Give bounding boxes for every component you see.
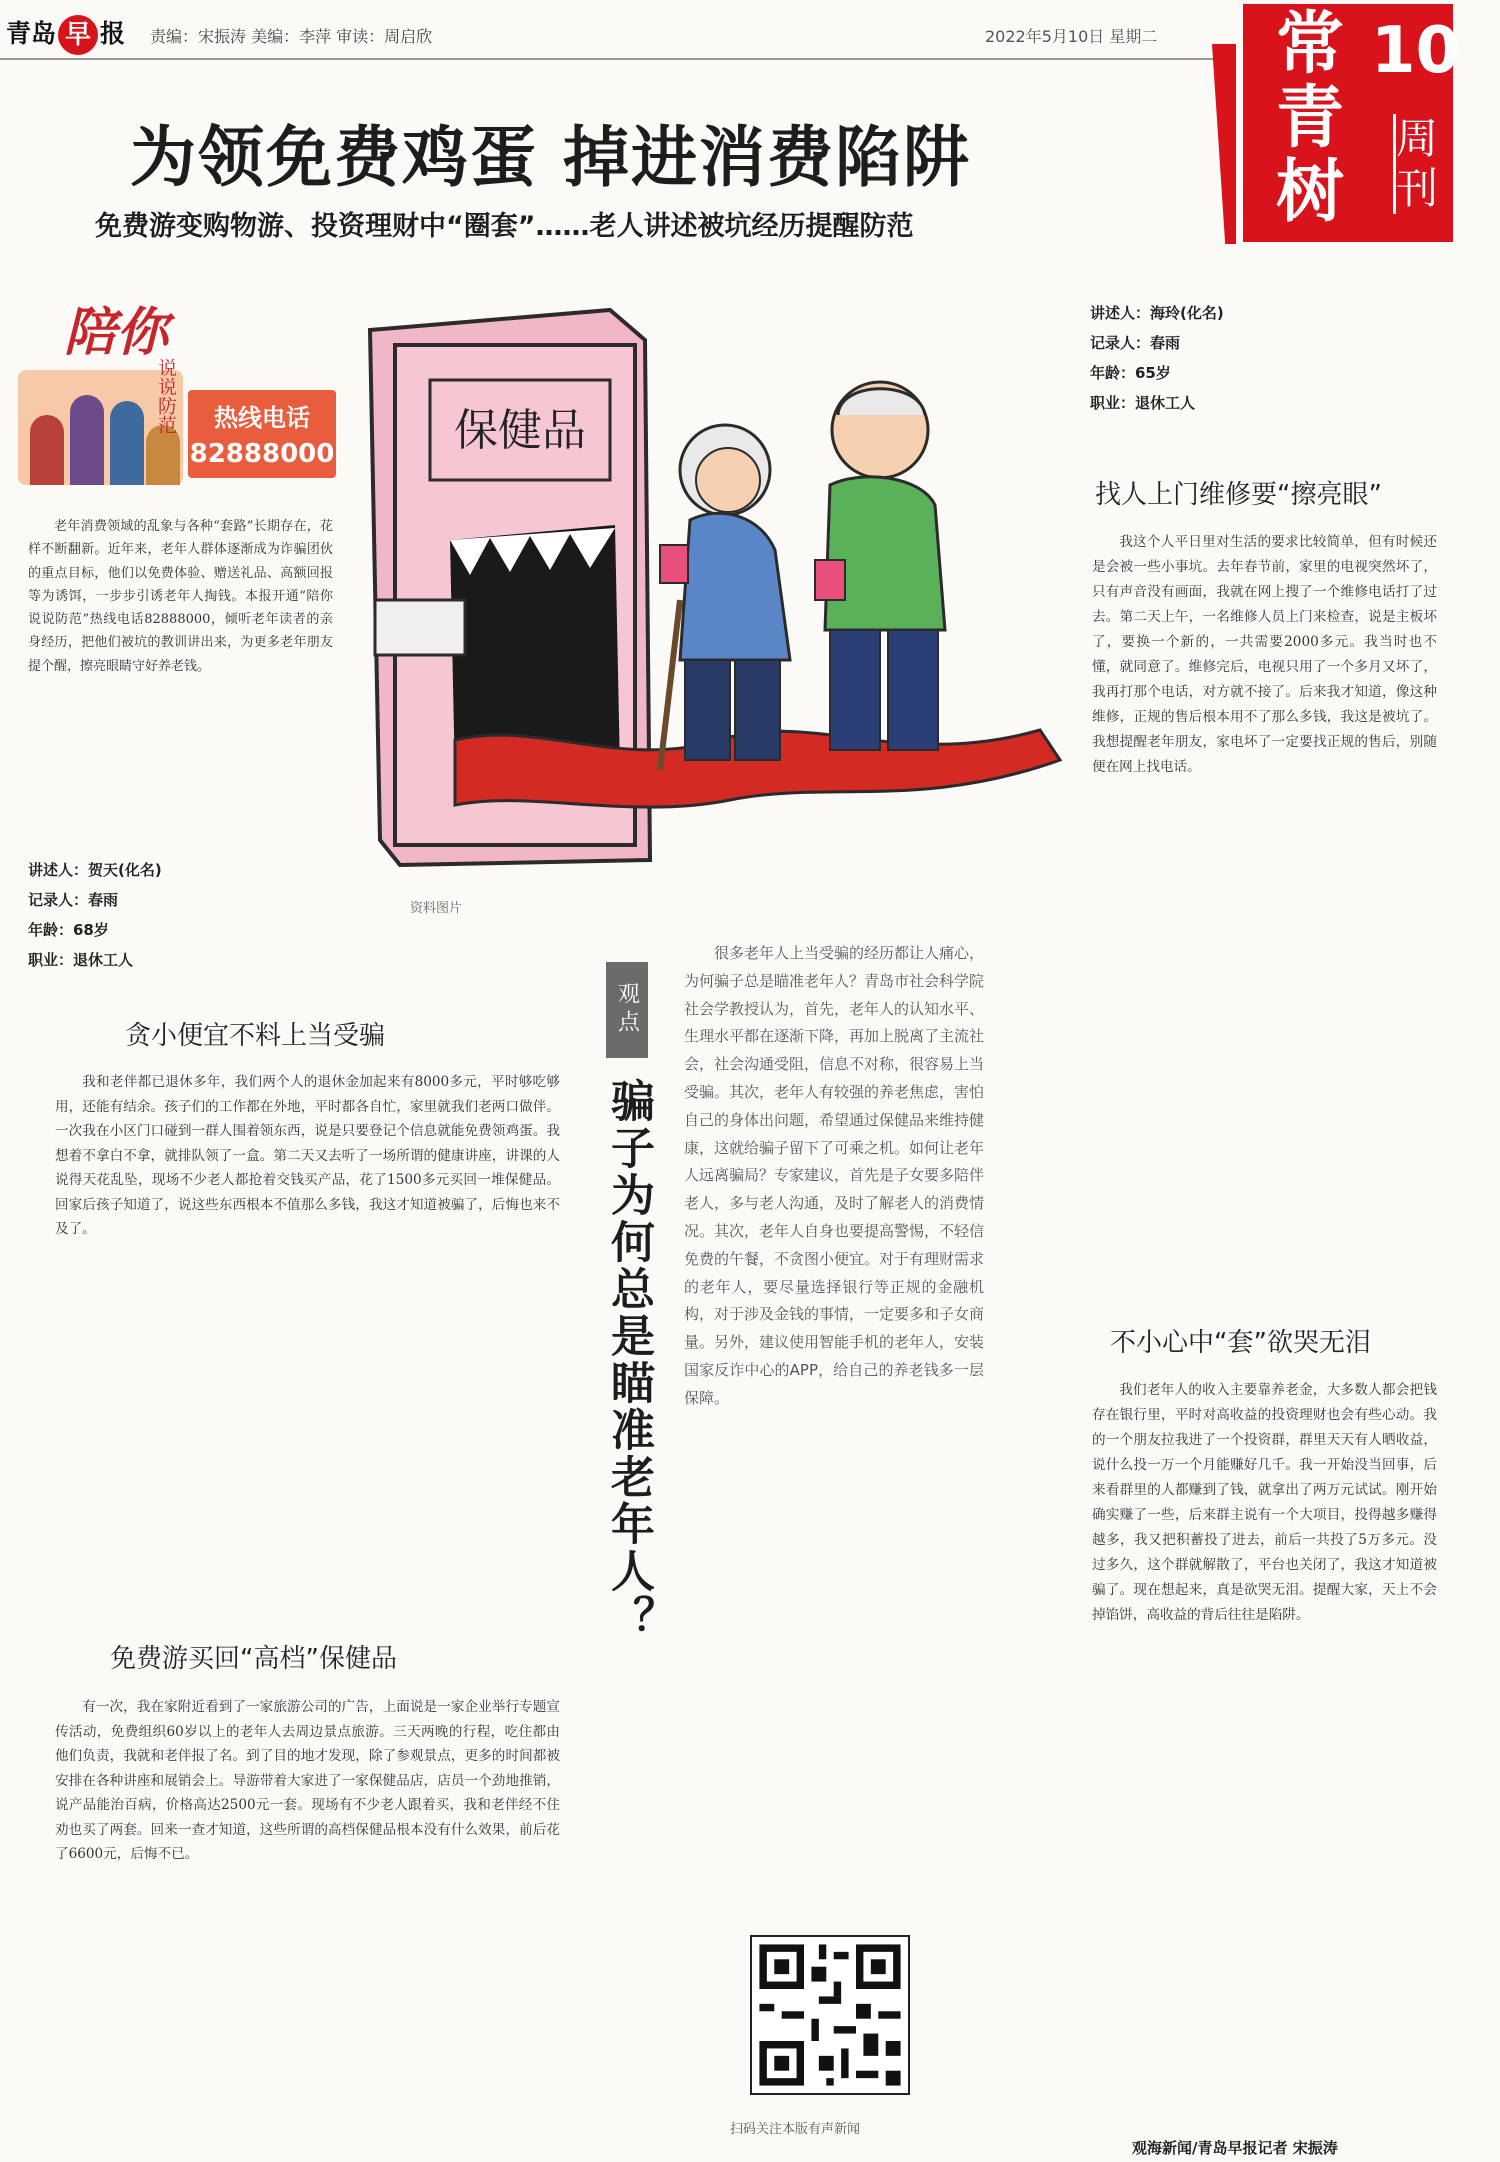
narrator-1-teller: 讲述人：贺天(化名) — [28, 861, 162, 879]
old-man-leg-right — [888, 630, 938, 750]
narrator-2-job: 职业：退休工人 — [1090, 394, 1196, 412]
paper-logo-mark: 早 — [58, 15, 98, 55]
section-4-title: 不小心中“套”欲哭无泪 — [1110, 1328, 1371, 1358]
section-3-title: 找人上门维修要“擦亮眼” — [1095, 480, 1382, 510]
column-banner — [1243, 4, 1461, 242]
banner-weekly: 周刊 — [1393, 114, 1433, 214]
old-woman-leg-left — [685, 660, 730, 760]
banner-name: 常青树 — [1275, 5, 1344, 232]
narrator-2-info — [1090, 298, 1224, 418]
walking-cane — [660, 600, 680, 770]
reporter-credit: 观海新闻/青岛早报记者 宋振涛 — [1132, 2139, 1338, 2157]
scam-illustration — [360, 300, 1100, 880]
banner-accent — [1212, 44, 1236, 244]
old-woman-face — [696, 448, 760, 512]
old-man-sweater — [825, 477, 945, 630]
paper-logo-right: 报 — [100, 19, 126, 48]
main-headline: 为领免费鸡蛋 掉进消费陷阱 — [130, 119, 971, 196]
qr-code — [750, 1935, 910, 2095]
book-strap — [375, 600, 465, 655]
narrator-1-age: 年龄：68岁 — [28, 921, 109, 939]
narrator-1-job: 职业：退休工人 — [28, 951, 134, 969]
narrator-2-reporter: 记录人：春雨 — [1090, 334, 1181, 352]
book-label: 保健品 — [454, 405, 586, 456]
opinion-title: 骗子为何总是瞄准老年人？ — [603, 1078, 654, 1642]
narrator-1-info — [28, 855, 162, 975]
hotline-phone-badge — [188, 390, 336, 478]
paper-logo — [6, 14, 125, 55]
old-woman-coupon — [660, 545, 688, 583]
section-2-title: 免费游买回“高档”保健品 — [110, 1644, 397, 1674]
sub-headline: 免费游变购物游、投资理财中“圈套”……老人讲述被坑经历提醒防范 — [95, 211, 914, 242]
banner-issue-number: 10 — [1371, 14, 1461, 88]
qr-caption: 扫码关注本版有声新闻 — [730, 2122, 861, 2137]
narrator-2-age: 年龄：65岁 — [1090, 364, 1171, 382]
editor-credits: 责编：宋振涛 美编：李萍 审读：周启欣 — [150, 27, 433, 46]
hotline-title: 陪你 — [64, 302, 169, 363]
intro-paragraph: 老年消费领域的乱象与各种“套路”长期存在，花样不断翻新。近年来，老年人群体逐渐成为诈骗团伙的重点目标，他们以免费体验、赠送礼品、高额回报等为诱饵，一步步引诱老年人掏钱。本报开通“陪你说说防范”热线电话82888000，倾听老年读者的亲身经历，把他们被坑的教训讲出来，为更多老年朋友提个醒，擦亮眼睛守好养老钱。 — [28, 519, 333, 674]
illustration-caption: 资料图片 — [410, 901, 463, 916]
opinion-column — [684, 940, 984, 1413]
hotline-number: 82888000 — [189, 439, 335, 469]
section-3-text: 我这个人平日里对生活的要求比较简单，但有时候还是会被一些小事坑。去年春节前，家里的电视突然坏了，只有声音没有画面，我就在网上搜了一个维修电话打了过去。第二天上午，一名维修人员上门来检查，说是主板坏了，要换一个新的，一共需要2000多元。我当时也不懂，就同意了。维修完后，电视只用了一个多月又坏了，我再打那个电话，对方就不接了。后来我才知道，像这种维修，正规的售后根本用不了那么多钱，我这是被坑了。我想提醒老年朋友，家电坏了一定要找正规的售后，别随便在网上找电话。 — [1092, 534, 1437, 775]
old-man-leg-left — [830, 630, 880, 750]
hotline-logo — [18, 290, 336, 490]
old-woman-coat — [680, 513, 790, 660]
section-1-title: 贪小便宜不料上当受骗 — [125, 1021, 386, 1051]
paper-logo-left: 青岛 — [6, 19, 57, 48]
publication-date: 2022年5月10日 星期二 — [985, 27, 1158, 46]
opinion-tag: 观点 — [606, 962, 648, 1058]
old-woman-leg-right — [735, 660, 780, 760]
section-2-text: 有一次，我在家附近看到了一家旅游公司的广告，上面说是一家企业举行专题宣传活动，免费组织60岁以上的老年人去周边景点旅游。三天两晚的行程，吃住都由他们负责，我就和老伴报了名。到了目的地才发现，除了参观景点，更多的时间都被安排在各种讲座和展销会上。导游带着大家进了一家保健品店，店员一个劲地推销，说产品能治百病，价格高达2500元一套。现场有不少老人跟着买，我和老伴经不住劝也买了两套。回来一查才知道，这些所谓的高档保健品根本没有什么效果，前后花了6600元，后悔不已。 — [55, 1699, 560, 1862]
section-4-text: 我们老年人的收入主要靠养老金，大多数人都会把钱存在银行里，平时对高收益的投资理财也会有些心动。我的一个朋友拉我进了一个投资群，群里天天有人晒收益，说什么投一万一个月能赚好几千。我一开始没当回事，后来看群里的人都赚到了钱，就拿出了两万元试试。刚开始确实赚了一些，后来群主说有一个大项目，投得越多赚得越多，我又把积蓄投了进去，前后一共投了5万多元。没过多久，这个群就解散了，平台也关闭了，我这才知道被骗了。现在想起来，真是欲哭无泪。提醒大家，天上不会掉馅饼，高收益的背后往往是陷阱。 — [1092, 1382, 1437, 1623]
section-1-text: 我和老伴都已退休多年，我们两个人的退休金加起来有8000多元，平时够吃够用，还能有结余。孩子们的工作都在外地，平时都各自忙，家里就我们老两口做伴。一次我在小区门口碰到一群人围着领东西，说是只要登记个信息就能免费领鸡蛋。我想着不拿白不拿，就排队领了一盒。第二天又去听了一场所谓的健康讲座，讲课的人说得天花乱坠，现场不少老人都抢着交钱买产品，花了1500多元买回一堆保健品。回家后孩子知道了，说这些东西根本不值那么多钱，我这才知道被骗了，后悔也来不及了。 — [55, 1074, 560, 1237]
opinion-text: 很多老年人上当受骗的经历都让人痛心，为何骗子总是瞄准老年人？青岛市社会科学院社会学教授认为，首先，老年人的认知水平、生理水平都在逐渐下降，再加上脱离了主流社会，社会沟通受阻，信息不对称，很容易上当受骗。其次，老年人有较强的养老焦虑，害怕自己的身体出问题，希望通过保健品来维持健康，这就给骗子留下了可乘之机。如何让老年人远离骗局？专家建议，首先是子女要多陪伴老人，多与老人沟通，及时了解老人的消费情况。其次，老年人自身也要提高警惕，不轻信免费的午餐，不贪图小便宜。对于有理财需求的老年人，要尽量选择银行等正规的金融机构，对于涉及金钱的事情，一定要多和子女商量。另外，建议使用智能手机的老年人，安装国家反诈中心的APP，给自己的养老钱多一层保障。 — [684, 944, 985, 1407]
hotline-subtitle: 说说防范 — [155, 358, 177, 434]
old-man-coupon — [815, 560, 845, 600]
hotline-label: 热线电话 — [214, 404, 310, 432]
narrator-2-teller: 讲述人：海玲(化名) — [1090, 304, 1224, 322]
narrator-1-reporter: 记录人：春雨 — [28, 891, 119, 909]
